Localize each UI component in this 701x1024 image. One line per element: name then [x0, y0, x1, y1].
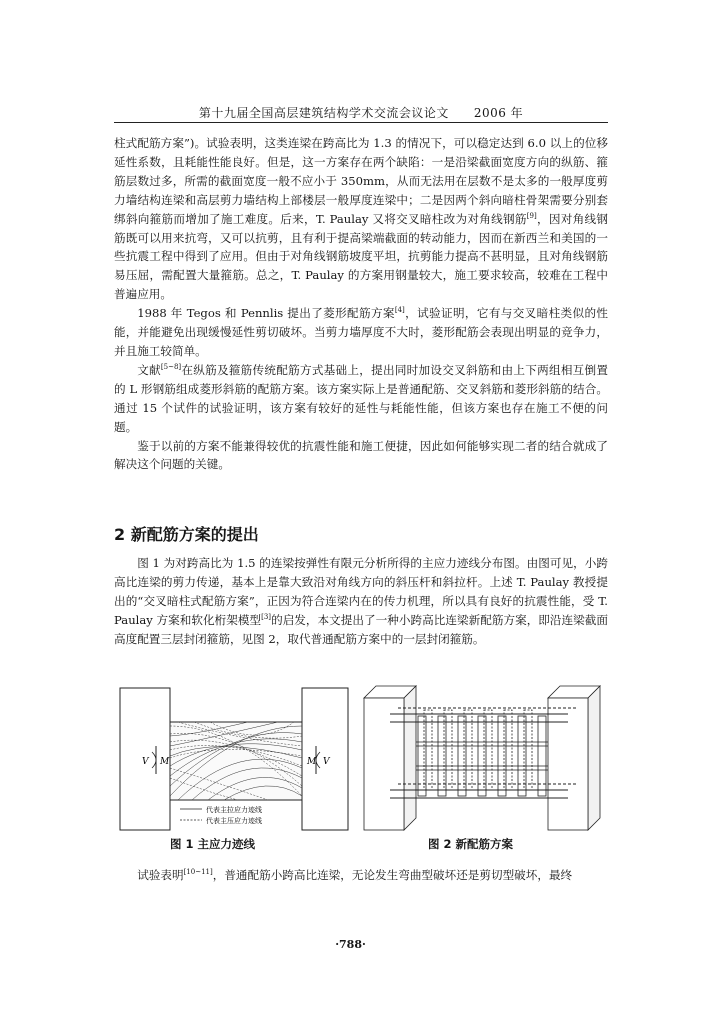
page-number: ·788· — [335, 938, 366, 951]
body-lower — [114, 554, 608, 649]
paragraph-1-text: 柱式配筋方案”)。试验表明，这类连梁在跨高比为 1.3 的情况下，可以稳定达到 6.0 以上的位移延性系数，且耗能性能良好。但是，这一方案存在两个缺陷：一是沿梁截面宽度方向的纵筋、箍筋层数过多，所需的截面宽度一般不应小于 350mm，从而无法用在层数不是太多的一般厚度剪力墙结构连梁和高层剪力墙结构上部楼层一般厚度连梁中；二是因两个斜向暗柱骨架需要分别套绑斜向箍筋而增加了施工难度。后来，T. Paulay 又将交叉暗柱改为对角线钢筋 — [114, 136, 608, 226]
figure-2-caption: 图 2 新配筋方案 — [428, 837, 514, 851]
legend-compression-text: 代表主压应力迹线 — [206, 817, 262, 825]
citation-5-8: [5~8] — [160, 363, 182, 372]
right-moment-label: M — [307, 757, 317, 767]
header-rule — [114, 122, 608, 123]
paragraph-6 — [114, 866, 608, 885]
paragraph-2-text: 1988 年 Tegos 和 Pennlis 提出了菱形配筋方案 — [137, 306, 395, 321]
paragraph-1 — [114, 134, 608, 304]
stirrup-tie-bars — [416, 742, 548, 770]
paragraph-3-head: 文献 — [137, 362, 161, 377]
paragraph-5-text: 图 1 为对跨高比为 1.5 的连梁按弹性有限元分析所得的主应力迹线分布图。由图可见，小跨高比连梁的剪力传递，基本上是靠大致沿对角线方向的斜压杆和斜拉杆。上述 T. Paulay 教授提出的“交叉暗柱式配筋方案”，正因为符合连梁内在的传力机理，所以具有良好的抗震性能，受 T. Paulay 方案和软化桁架模型 — [114, 556, 608, 627]
right-pier-front — [548, 698, 588, 830]
citation-10-11: [10~11] — [183, 868, 213, 877]
figure-2-reinforcement-scheme — [362, 682, 602, 834]
paragraph-3 — [114, 361, 608, 437]
paragraph-4: 鉴于以前的方案不能兼得较优的抗震性能和施工便捷，因此如何能够实现二者的结合就成了解决这个问题的关键。 — [114, 438, 608, 472]
left-pier-front — [364, 698, 404, 830]
paragraph-5-tail: 的启发，本文提出了一种小跨高比连梁新配筋方案，即沿连梁截面高度配置三层封闭箍筋，见图 2，取代普通配筋方案中的一层封闭箍筋。 — [114, 612, 608, 646]
left-moment-label: M — [160, 757, 170, 767]
citation-9: [9] — [526, 211, 537, 220]
closed-stirrups — [418, 710, 546, 796]
figure-1-stress-trajectories — [118, 686, 350, 832]
citation-3: [3] — [261, 612, 272, 621]
right-pier-side — [588, 686, 600, 830]
left-shear-label: V — [142, 757, 149, 767]
paragraph-6-text: 试验表明 — [137, 868, 184, 882]
paragraph-2 — [114, 304, 608, 361]
body-upper — [114, 134, 608, 474]
paragraph-6-tail: ，普通配筋小跨高比连梁，无论发生弯曲型破坏还是剪切型破坏，最终 — [212, 868, 573, 882]
body-bottom — [114, 866, 608, 885]
running-header: 第十九届全国高层建筑结构学术交流会议论文 2006 年 — [198, 106, 524, 120]
legend-tension-text: 代表主拉应力迹线 — [206, 806, 262, 814]
paragraph-3-text: 在纵筋及箍筋传统配筋方式基础上，提出同时加设交叉斜筋和由上下两组相互倒置的 L 形钢筋组成菱形斜筋的配筋方案。该方案实际上是普通配筋、交叉斜筋和菱形斜筋的结合。通过 15 个试件的试验证明，该方案有较好的延性与耗能性能，但该方案也存在施工不便的问题。 — [114, 362, 608, 434]
figure-1-caption: 图 1 主应力迹线 — [170, 837, 256, 851]
paragraph-2-tail: ，试验证明，它有与交叉暗柱类似的性能，并能避免出现缓慢延性剪切破坏。当剪力墙厚度不大时，菱形配筋会表现出明显的竞争力，并且施工较简单。 — [114, 306, 608, 358]
citation-4: [4] — [394, 306, 405, 315]
paragraph-5 — [114, 554, 608, 649]
section-title: 2 新配筋方案的提出 — [114, 525, 259, 544]
right-shear-label: V — [323, 757, 330, 767]
paragraph-1-tail: ，因对角线钢筋既可以用来抗弯，又可以抗剪，且有利于提高梁端截面的转动能力，因而在新西兰和美国的一些抗震工程中得到了应用。但由于对角线钢筋坡度平坦，抗剪能力提高不甚明显，且对角线钢筋易压屈，需配置大量箍筋。总之，T. Paulay 的方案用钢量较大，施工要求较高，较难在工程中普遍应用。 — [114, 211, 608, 302]
